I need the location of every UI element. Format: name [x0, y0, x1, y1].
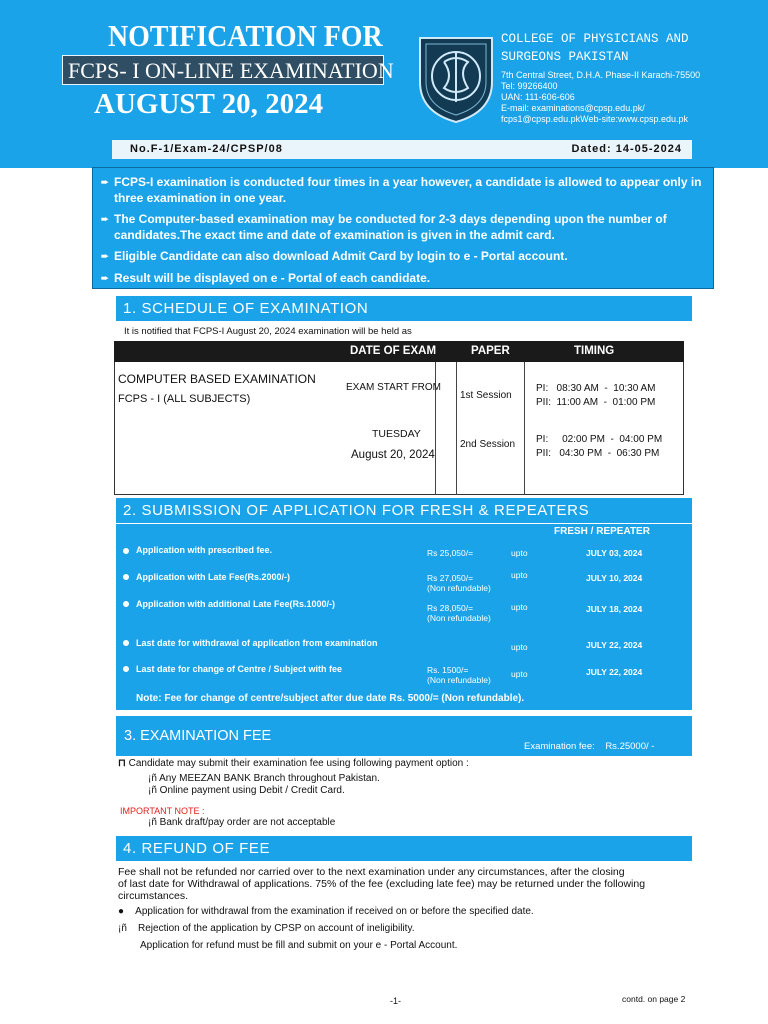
reference-date: Dated: 14-05-2024	[571, 143, 682, 155]
exam-fee-heading: 3. EXAMINATION FEE	[124, 728, 272, 744]
note-item: ➨ Result will be displayed on e - Portal of each candidate.	[101, 271, 431, 285]
important-notes-box	[92, 167, 714, 289]
submission-panel	[116, 524, 692, 710]
note-item: ➨ Eligible Candidate can also download Admit Card by login to e - Portal account.	[101, 249, 568, 263]
session-1-label: 1st Session	[460, 390, 512, 401]
fee-row-amount: Rs 27,050/=	[427, 573, 474, 583]
bullet-icon: ⊓	[118, 758, 126, 769]
cpsp-seal-logo-icon	[414, 32, 498, 126]
fee-row-label: Application with prescribed fee.	[136, 545, 273, 555]
continued-note: contd. on page 2	[622, 994, 686, 1004]
fee-row-amount: Rs 25,050/=	[427, 548, 474, 558]
refund-heading: 4. REFUND OF FEE	[116, 836, 692, 861]
bullet-icon: ➨	[101, 214, 109, 224]
fee-row-label: Last date for change of Centre / Subject with fee	[136, 664, 343, 674]
session-1-paper-1: PI: 08:30 AM - 10:30 AM	[536, 383, 656, 394]
session-2-paper-2: PII: 04:30 PM - 06:30 PM	[536, 448, 660, 459]
payment-option-2: ¡ñ Online payment using Debit / Credit Card.	[148, 785, 345, 796]
refund-paragraph: Fee shall not be refunded nor carried over to the next examination under any circumstances, after the closing of last date for Withdrawal of applications. 75% of the fee (excluding late fee) may be returned under the following circumstances.	[118, 866, 646, 902]
fee-row-label: Application with additional Late Fee(Rs.1000/-)	[136, 599, 336, 609]
bullet-icon: ➨	[101, 177, 109, 187]
fresh-repeater-label: FRESH / REPEATER	[554, 526, 650, 537]
bullet-icon: ¡ñ	[148, 773, 160, 784]
fee-breakdown: Examination fee: Rs.25000/ - Handling Charges: Rs.50 /- Total Fee: Rs. 25,050/-	[524, 741, 663, 818]
college-contact: 7th Central Street, D.H.A. Phase-II Karachi-75500 Tel: 99266400 UAN: 111-606-606 E-mail: examinations@cpsp.edu.pk/ fcps1@cpsp.edu.pkWeb-site:www.cpsp.edu.pk	[501, 70, 701, 124]
college-name: COLLEGE OF PHYSICIANS AND SURGEONS PAKISTAN	[501, 32, 689, 64]
important-note-text: ¡ñ Bank draft/pay order are not acceptable	[148, 817, 336, 828]
fee-row-date: JULY 18, 2024	[586, 604, 643, 614]
exam-date-title: AUGUST 20, 2024	[94, 88, 324, 120]
col-timing-header: TIMING	[574, 345, 615, 357]
schedule-intro: It is notified that FCPS-I August 20, 2024 examination will be held as	[124, 326, 412, 337]
session-2-label: 2nd Session	[460, 439, 516, 450]
bullet-icon	[123, 548, 129, 554]
refund-item-2: ¡ñ Rejection of the application by CPSP on account of ineligibility.	[118, 923, 415, 934]
fee-row-label: Last date for withdrawal of application from examination	[136, 638, 378, 648]
fee-row-upto: upto	[511, 602, 528, 612]
bullet-icon: ¡ñ	[148, 785, 160, 796]
fee-row-amount: Rs. 1500/=	[427, 665, 469, 675]
bullet-icon	[123, 601, 129, 607]
table-divider	[524, 362, 525, 495]
fee-row-upto: upto	[511, 548, 528, 558]
table-divider	[456, 362, 457, 495]
reference-bar	[112, 140, 692, 159]
note-item: ➨ FCPS-I examination is conducted four times in a year however, a candidate is allowed to appear only in three examination in one year.	[101, 175, 702, 205]
page-number: -1-	[390, 996, 401, 1006]
schedule-table-header	[114, 341, 684, 362]
refund-item-3: Application for refund must be fill and submit on your e - Portal Account.	[140, 940, 458, 951]
exam-subtitle: FCPS- I ON-LINE EXAMINATION	[68, 58, 394, 83]
bullet-icon: ➨	[101, 251, 109, 261]
fee-row-label: Application with Late Fee(Rs.2000/-)	[136, 572, 291, 582]
fee-row-note: (Non refundable)	[427, 583, 491, 593]
fee-row-date: JULY 03, 2024	[586, 548, 643, 558]
payment-option-1: ¡ñ Any MEEZAN BANK Branch throughout Pakistan.	[148, 773, 380, 784]
submission-heading: 2. SUBMISSION OF APPLICATION FOR FRESH & REPEATERS	[116, 498, 692, 523]
fee-row-note: (Non refundable)	[427, 613, 491, 623]
exam-type: COMPUTER BASED EXAMINATION	[118, 372, 316, 386]
exam-start-label: EXAM START FROM	[346, 382, 442, 393]
schedule-heading: 1. SCHEDULE OF EXAMINATION	[116, 296, 692, 321]
bullet-icon	[123, 574, 129, 580]
exam-day: TUESDAY	[372, 428, 421, 440]
bullet-icon: ●	[118, 906, 136, 917]
fee-row-date: JULY 10, 2024	[586, 573, 643, 583]
payment-intro: ⊓ Candidate may submit their examination fee using following payment option :	[118, 758, 469, 769]
fee-row-date: JULY 22, 2024	[586, 640, 643, 650]
col-date-header: DATE OF EXAM	[350, 345, 437, 357]
fee-row-upto: upto	[511, 570, 528, 580]
reference-number: No.F-1/Exam-24/CPSP/08	[130, 143, 283, 155]
bullet-icon	[123, 640, 129, 646]
session-2-paper-1: PI: 02:00 PM - 04:00 PM	[536, 434, 663, 445]
bullet-icon: ¡ñ	[148, 817, 160, 828]
col-paper-header: PAPER	[471, 345, 510, 357]
note-item: ➨ The Computer-based examination may be conducted for 2-3 days depending upon the number of candidates.The exact time and date of examination is given in the admit card.	[101, 212, 667, 242]
exam-subjects: FCPS - I (ALL SUBJECTS)	[118, 393, 251, 405]
notification-title: NOTIFICATION FOR	[108, 18, 383, 53]
bullet-icon: ¡ñ	[118, 923, 139, 934]
session-1-paper-2: PII: 11:00 AM - 01:00 PM	[536, 397, 656, 408]
bullet-icon: ➨	[101, 273, 109, 283]
refund-item-1: ● Application for withdrawal from the examination if received on or before the specified date.	[118, 906, 534, 917]
centre-change-note: Note: Fee for change of centre/subject after due date Rs. 5000/= (Non refundable).	[136, 693, 525, 704]
fee-row-upto: upto	[511, 642, 528, 652]
fee-row-date: JULY 22, 2024	[586, 667, 643, 677]
fee-row-amount: Rs 28,050/=	[427, 603, 474, 613]
fee-row-note: (Non refundable)	[427, 675, 491, 685]
exam-date: August 20, 2024	[351, 449, 435, 461]
fee-row-upto: upto	[511, 669, 528, 679]
important-note-label: IMPORTANT NOTE :	[120, 806, 205, 816]
bullet-icon	[123, 666, 129, 672]
